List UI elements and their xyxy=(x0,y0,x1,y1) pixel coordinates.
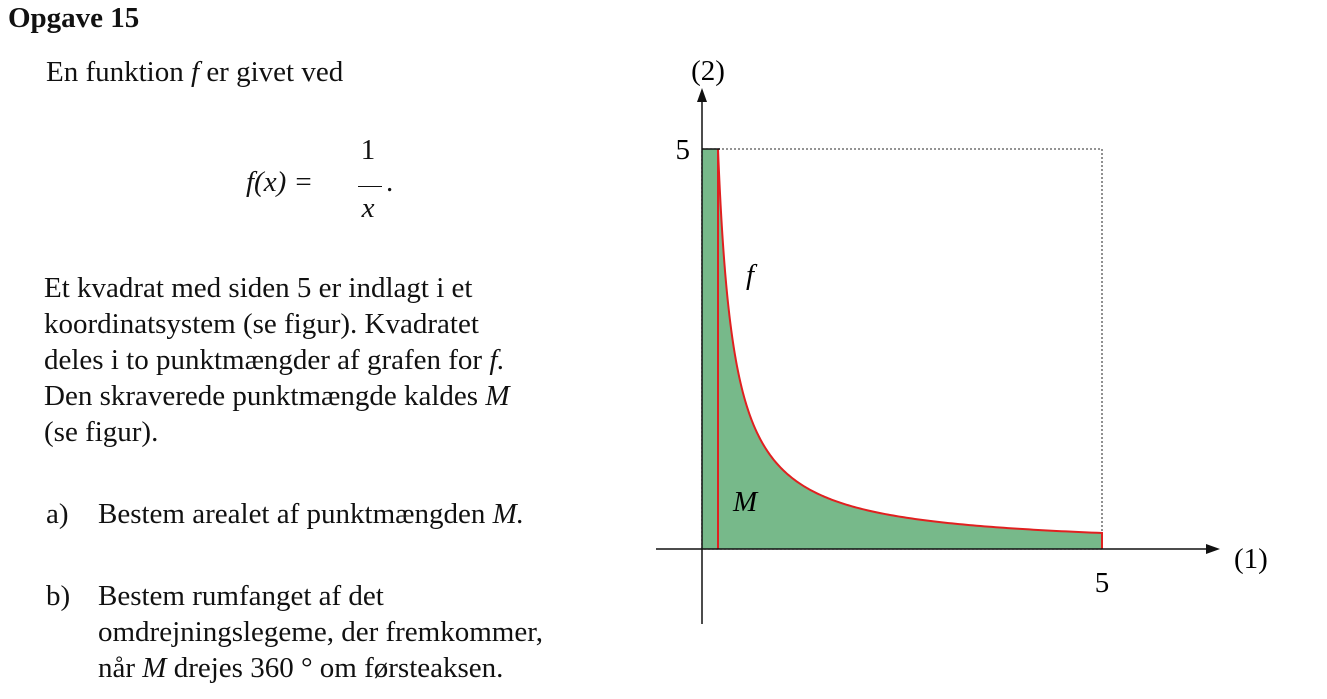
question-b-label: b) xyxy=(46,580,71,612)
x-axis-label: (1) xyxy=(1234,543,1268,575)
paragraph-function-var: f. xyxy=(489,344,505,376)
formula-lhs: f(x) = xyxy=(246,166,314,198)
question-a-label: a) xyxy=(46,498,69,530)
question-a-var: M. xyxy=(492,498,525,530)
region-m-fill xyxy=(702,149,1102,549)
paragraph-line-3-text: deles i to punktmængder af grafen for xyxy=(44,344,490,376)
region-label-m: M xyxy=(733,486,758,518)
formula-period: . xyxy=(386,166,394,198)
y-axis-label: (2) xyxy=(691,55,725,87)
formula-denominator: x xyxy=(361,192,375,224)
paragraph-region-var: M xyxy=(485,380,510,412)
question-b-line-1: Bestem rumfanget af det xyxy=(98,580,384,612)
paragraph-line-4-text: Den skraverede punktmængde kaldes xyxy=(44,380,486,412)
x-axis-arrowhead xyxy=(1206,544,1220,554)
y-axis-arrowhead xyxy=(697,88,707,102)
question-b-line-3-before: når xyxy=(98,652,143,684)
intro-before: En funktion xyxy=(46,56,191,88)
exercise-title: Opgave 15 xyxy=(8,2,140,34)
intro-function-var: f xyxy=(191,56,200,88)
question-a-body: Bestem arealet af punktmængden xyxy=(98,498,493,530)
paragraph-line-5: (se figur). xyxy=(44,416,159,448)
question-b-region-var: M xyxy=(142,652,167,684)
question-b-line-3-after: drejes 360 ° om førsteaksen. xyxy=(166,652,504,684)
intro-after: er givet ved xyxy=(199,56,344,88)
paragraph-line-2: koordinatsystem (se figur). Kvadratet xyxy=(44,308,479,340)
x-tick-label: 5 xyxy=(1094,567,1110,599)
question-b-line-2: omdrejningslegeme, der fremkommer, xyxy=(98,616,543,648)
paragraph-line-1: Et kvadrat med siden 5 er indlagt i et xyxy=(44,272,473,304)
curve-label-f: f xyxy=(746,259,755,291)
y-tick-label: 5 xyxy=(675,134,690,166)
formula-numerator: 1 xyxy=(360,134,376,166)
